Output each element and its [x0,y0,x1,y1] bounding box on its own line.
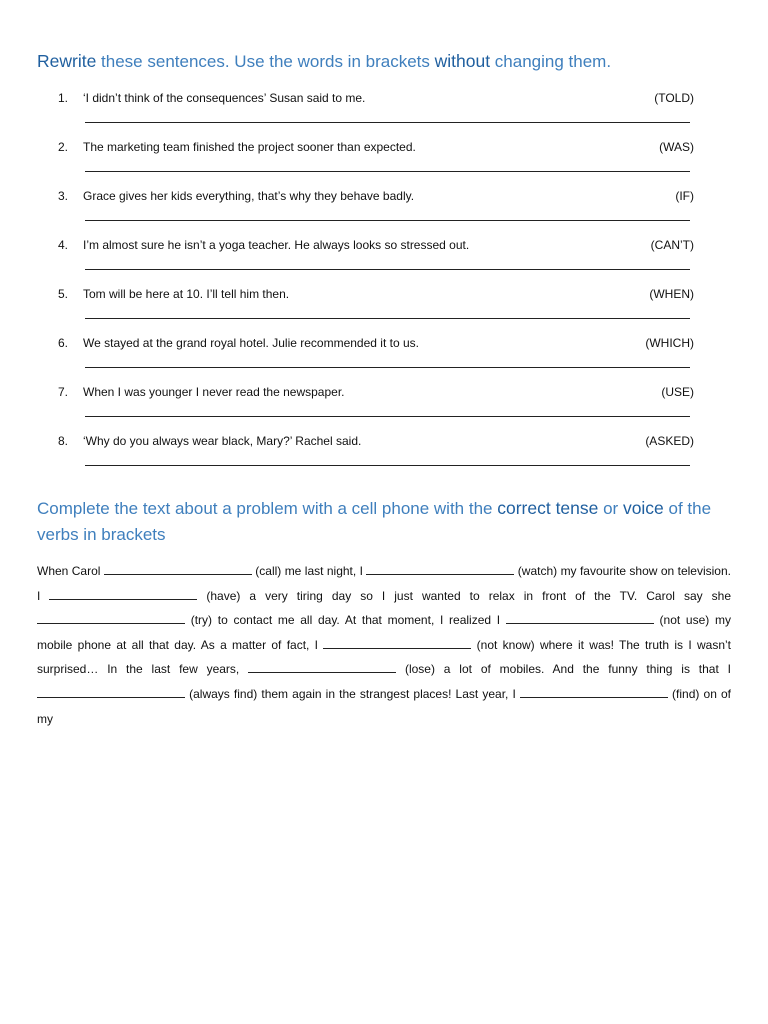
rewrite-item [0,378,768,427]
item-number: 8. [58,434,69,448]
blank-gap[interactable] [104,564,252,575]
passage-text: (watch) my favourite show on television. I [37,564,731,603]
item-number: 2. [58,140,69,154]
heading-text: of the verbs in brackets [37,499,712,544]
answer-line[interactable] [85,416,690,417]
rewrite-item [0,133,768,182]
item-sentence: I’m almost sure he isn’t a yoga teacher. He always looks so stressed out. [83,238,470,252]
bracket-keyword: (TOLD) [654,91,694,105]
item-sentence: Grace gives her kids everything, that’s why they behave badly. [83,189,415,203]
answer-line[interactable] [85,465,690,466]
complete-text-section-heading [37,495,737,548]
item-number: 5. [58,287,69,301]
item-number: 1. [58,91,69,105]
answer-line[interactable] [85,220,690,221]
item-sentence: We stayed at the grand royal hotel. Julie recommended it to us. [83,336,419,350]
passage-text: (not know) where it was! The truth is I wasn’t surprised… In the last few years, [37,637,732,677]
item-sentence: ‘Why do you always wear black, Mary?’ Rachel said. [83,434,362,448]
bracket-keyword: (CAN’T) [650,238,694,252]
rewrite-item [0,427,768,476]
item-number: 4. [58,238,69,252]
answer-line[interactable] [85,269,690,270]
heading-emphasis-word: voice [622,498,664,518]
heading-text: changing them. [490,52,612,71]
bracket-keyword: (ASKED) [645,434,694,448]
rewrite-item [0,182,768,231]
bracket-keyword: (WAS) [659,140,694,154]
heading-text: these sentences. Use the words in brackets [96,52,435,71]
bracket-keyword: (WHICH) [645,336,694,350]
blank-gap[interactable] [37,613,185,624]
item-sentence: The marketing team finished the project sooner than expected. [83,140,416,154]
heading-emphasis-word: Rewrite [37,51,97,71]
bracket-keyword: (USE) [661,385,694,399]
blank-gap[interactable] [248,662,396,673]
item-sentence: ‘I didn’t think of the consequences’ Susan said to me. [83,91,366,105]
heading-text: or [598,499,623,518]
rewrite-item [0,231,768,280]
rewrite-item [0,84,768,133]
heading-emphasis-word: without [434,51,491,71]
rewrite-item [0,280,768,329]
rewrite-item [0,329,768,378]
blank-gap[interactable] [520,687,668,698]
heading-emphasis-word: correct tense [497,498,599,518]
passage-text: When Carol [37,564,104,578]
passage-text: (have) a very tiring day so I just wanted to relax in front of the TV. Carol say she [197,588,731,603]
item-number: 6. [58,336,69,350]
answer-line[interactable] [85,318,690,319]
blank-gap[interactable] [323,638,471,649]
answer-line[interactable] [85,367,690,368]
item-sentence: When I was younger I never read the newspaper. [83,385,345,399]
gap-fill-passage [37,559,731,731]
blank-gap[interactable] [366,564,514,575]
rewrite-section-heading [37,48,737,75]
passage-text: (try) to contact me all day. At that moment, I realized I [185,613,506,628]
heading-text: Complete the text about a problem with a cell phone with the [37,499,498,518]
blank-gap[interactable] [37,687,185,698]
bracket-keyword: (IF) [675,189,694,203]
item-sentence: Tom will be here at 10. I’ll tell him then. [83,287,290,301]
answer-line[interactable] [85,122,690,123]
passage-text: (lose) a lot of mobiles. And the funny thing is that I [396,662,731,677]
passage-text: (not use) my mobile phone at all that day. As a matter of fact, I [37,613,731,652]
item-number: 7. [58,385,69,399]
passage-text: (always find) them again in the strangest places! Last year, I [185,686,520,701]
passage-text: (call) me last night, I [251,564,367,578]
passage-text: (find) on of my [37,686,731,726]
blank-gap[interactable] [506,613,654,624]
bracket-keyword: (WHEN) [649,287,694,301]
blank-gap[interactable] [49,589,197,600]
answer-line[interactable] [85,171,690,172]
item-number: 3. [58,189,69,203]
